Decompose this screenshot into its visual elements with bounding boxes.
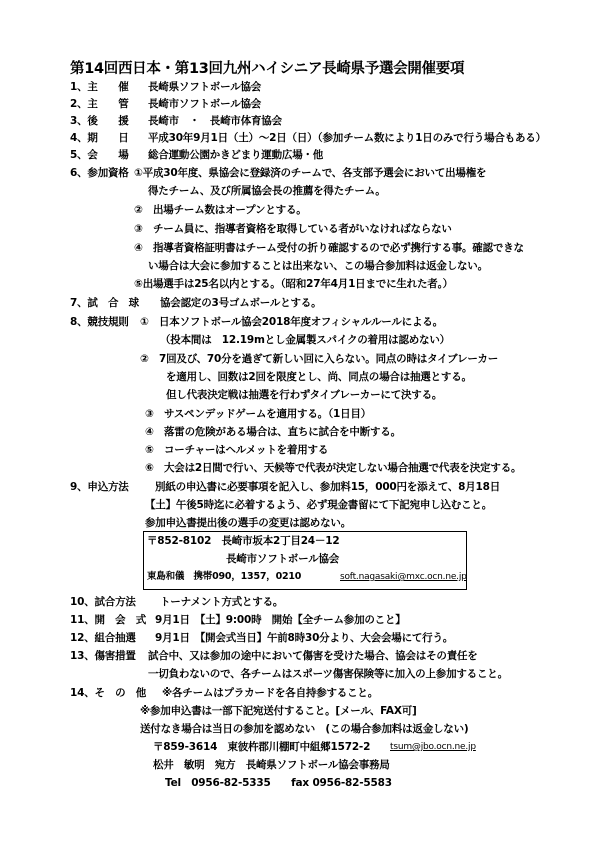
item-6-line-3: ② 出場チーム数はオープンとする。	[134, 204, 307, 216]
item-4-value: 平成30年9月1日（土）～2日（日）（参加チーム数により1日のみで行う場合もある）	[148, 132, 546, 144]
item-14-line-2: ※参加申込書は一部下記宛送付すること。[メール、FAX可]	[140, 705, 417, 717]
item-8-label: 8、競技規則	[70, 316, 129, 328]
item-1-label: 1、主 催	[70, 81, 129, 93]
item-1-value: 長崎県ソフトボール協会	[148, 81, 262, 93]
item-8-line-9: ⑥ 大会は2日間で行い、天候等で代表が決定しない場合抽選で代表を決定する。	[145, 462, 522, 474]
item-12-value: 9月1日 【開会式当日】午前8時30分より、大会会場にて行う。	[155, 632, 454, 644]
item-14-line-3: 送付なき場合は当日の参加を認めない (この場合参加料は返金しない)	[140, 723, 469, 735]
item-9-line-1: 別紙の申込書に必要事項を記入し、参加料15，000円を添えて、8月18日	[155, 481, 501, 493]
address-line-2: 長崎市ソフトボール協会	[226, 553, 340, 565]
item-5-label: 5、会 場	[70, 149, 129, 161]
item-3-value: 長崎市 ・ 長崎市体育協会	[148, 115, 282, 127]
item-9-line-3: 参加申込書提出後の選手の変更は認めない。	[145, 517, 351, 529]
item-7-label: 7、試 合 球	[70, 297, 139, 309]
item-14-line-5: 松井 敏明 宛方 長崎県ソフトボール協会事務局	[153, 759, 390, 771]
item-12-label: 12、組合抽選	[70, 632, 136, 644]
item-14-email-link[interactable]: tsum@jbo.ocn.ne.jp	[390, 742, 476, 752]
item-13-label: 13、傷害措置	[70, 650, 136, 662]
item-8-line-6: ③ サスペンデッドゲームを適用する。（1日目）	[145, 408, 372, 420]
item-8-line-2: （投本間は 12.19mとし金属製スパイクの着用は認めない）	[160, 334, 450, 346]
item-6-line-7: ⑤出場選手は25名以内とする。（昭和27年4月1日までに生れた者。）	[134, 278, 453, 290]
item-6-line-6: い場合は大会に参加することは出来ない、この場合参加料は返金しない。	[148, 260, 488, 272]
item-10-label: 10、試合方法	[70, 596, 136, 608]
item-14-line-6: Tel 0956-82-5335 fax 0956-82-5583	[165, 777, 392, 789]
item-6-line-2: 得たチーム、及び所属協会長の推薦を得たチーム。	[148, 185, 386, 197]
address-email-link[interactable]: soft.nagasaki@mxc.ocn.ne.jp	[340, 572, 467, 582]
item-7-value: 協会認定の3号ゴムボールとする。	[160, 297, 322, 309]
item-13-line-1: 試合中、又は参加の途中において傷害を受けた場合、協会はその責任を	[148, 650, 478, 662]
address-line-1: 〒852-8102 長崎市坂本2丁目24－12	[147, 535, 340, 547]
item-6-label: 6、参加資格	[70, 167, 129, 179]
item-13-line-2: 一切負わないので、各チームはスポーツ傷害保険等に加入の上参加すること。	[148, 668, 508, 680]
item-10-value: トーナメント方式とする。	[160, 596, 284, 608]
page-title: 第14回西日本・第13回九州ハイシニア長崎県予選会開催要項	[70, 61, 465, 77]
item-6-line-4: ③ チーム員に、指導者資格を取得している者がいなければならない	[134, 223, 452, 235]
item-9-label: 9、申込方法	[70, 481, 129, 493]
item-8-line-3: ② 7回及び、70分を過ぎて新しい回に入らない。同点の時はタイブレーカー	[140, 353, 499, 365]
item-14-line-1: ※各チームはプラカードを各自持参すること。	[162, 687, 379, 699]
item-2-label: 2、主 管	[70, 98, 129, 110]
item-8-line-7: ④ 落雷の危険がある場合は、直ちに試合を中断する。	[145, 426, 401, 438]
item-8-line-8: ⑤ コーチャーはヘルメットを着用する	[145, 444, 329, 456]
item-8-line-5: 但し代表決定戦は抽選を行わずタイブレーカーにて決する。	[166, 389, 443, 401]
address-line-3: 東島和儀 携帯090，1357，0210	[147, 571, 302, 582]
item-6-line-5: ④ 指導者資格証明書はチーム受付の折り確認するので必ず携行する事。確認できな	[134, 242, 524, 254]
item-14-line-4: 〒859-3614 東彼杵郡川棚町中組郷1572-2	[153, 741, 371, 753]
item-8-line-4: を適用し、回数は2回を限度とし、尚、同点の場合は抽選とする。	[166, 371, 472, 383]
item-4-label: 4、期 日	[70, 132, 129, 144]
item-11-value: 9月1日 【土】9:00時 開始【全チーム参加のこと】	[155, 614, 406, 626]
item-14-label: 14、そ の 他	[70, 687, 147, 699]
item-11-label: 11、開 会 式	[70, 614, 147, 626]
item-2-value: 長崎市ソフトボール協会	[148, 98, 262, 110]
item-8-line-1: ① 日本ソフトボール協会2018年度オフィシャルルールによる。	[140, 316, 443, 328]
item-9-line-2: 【土】午後5時迄に必着するよう、必ず現金書留にて下記宛申し込むこと。	[145, 499, 493, 511]
item-6-line-1: ①平成30年度、県協会に登録済のチームで、各支部予選会において出場権を	[134, 167, 487, 179]
item-3-label: 3、後 援	[70, 115, 129, 127]
item-5-value: 総合運動公園かきどまり運動広場・他	[148, 149, 324, 161]
